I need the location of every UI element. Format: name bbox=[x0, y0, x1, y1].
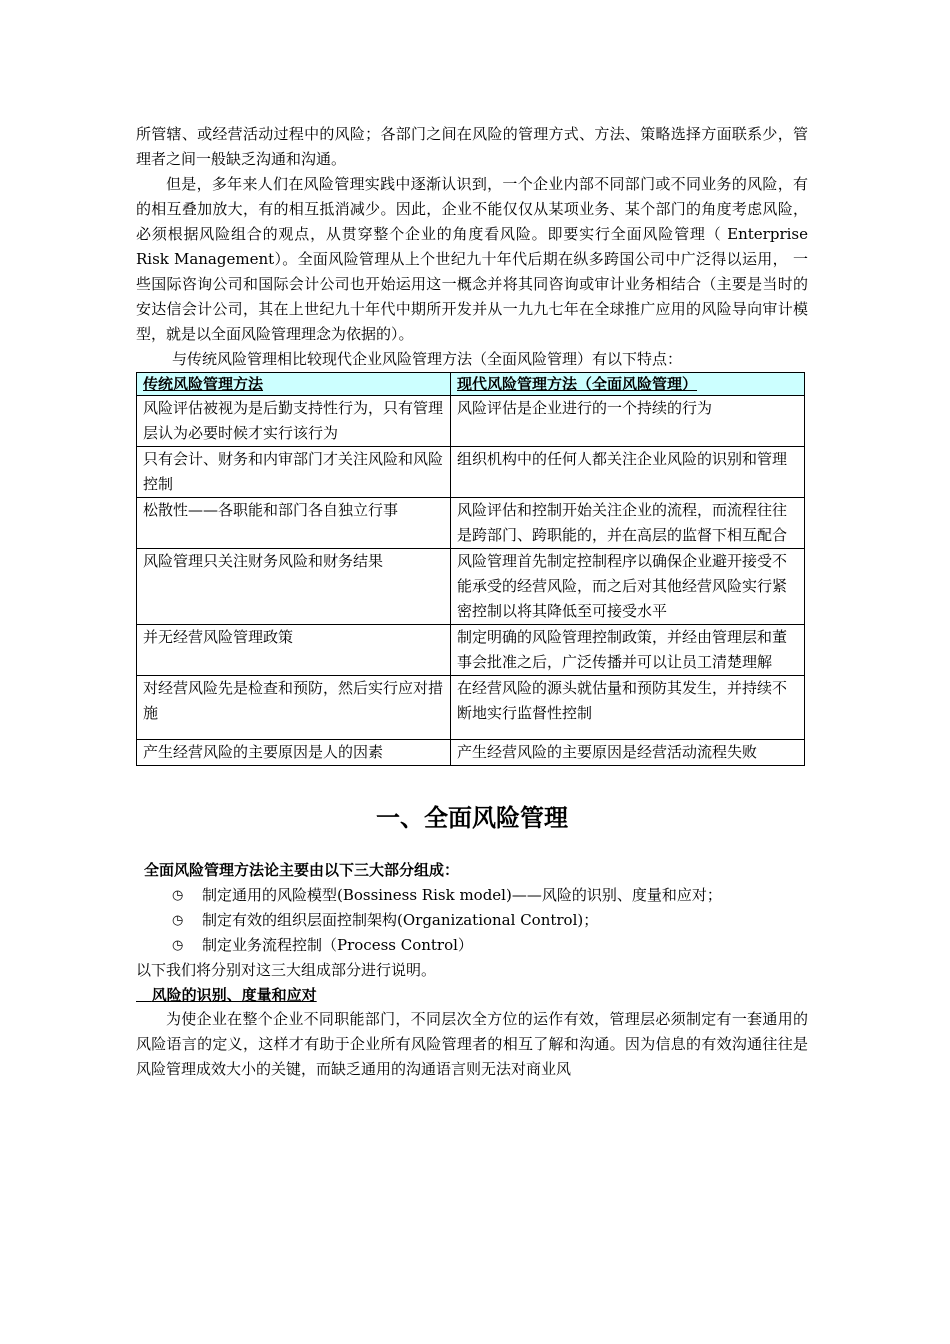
list-item-text: 制定通用的风险模型(Bossiness Risk model)——风险的识别、度量和应对； bbox=[202, 886, 722, 904]
list-item-text: 制定有效的组织层面控制架构(Organizational Control)； bbox=[202, 911, 599, 929]
list-item bbox=[136, 883, 808, 908]
table-header-row bbox=[137, 373, 805, 396]
traditional-cell: 只有会计、财务和内审部门才关注风险和风险控制 bbox=[137, 447, 451, 498]
traditional-cell: 产生经营风险的主要原因是人的因素 bbox=[137, 740, 451, 766]
traditional-cell: 风险评估被视为是后勤支持性行为，只有管理层认为必要时候才实行该行为 bbox=[137, 396, 451, 447]
component-list bbox=[136, 883, 808, 958]
clock-bullet-icon: ◷ bbox=[172, 888, 184, 903]
document-page bbox=[136, 122, 808, 1082]
modern-cell: 风险管理首先制定控制程序以确保企业避开接受不能承受的经营风险，而之后对其他经营风险实行紧密控制以将其降低至可接受水平 bbox=[451, 549, 805, 625]
table-row bbox=[137, 396, 805, 447]
clock-bullet-icon: ◷ bbox=[172, 938, 184, 953]
table-row bbox=[137, 676, 805, 740]
subsection-heading-text: 风险的识别、度量和应对 bbox=[151, 986, 317, 1004]
modern-cell: 制定明确的风险管理控制政策，并经由管理层和董事会批准之后，广泛传播并可以让员工清楚理解 bbox=[451, 625, 805, 676]
section-intro-text: 以下我们将分别对这三大组成部分进行说明。 bbox=[136, 961, 437, 979]
modern-cell: 风险评估和控制开始关注企业的流程，而流程往往是跨部门、跨职能的，并在高层的监督下相互配合 bbox=[451, 498, 805, 549]
subsection-heading bbox=[136, 983, 808, 1007]
table-row bbox=[137, 549, 805, 625]
section-subtitle: 全面风险管理方法论主要由以下三大部分组成： bbox=[144, 861, 460, 879]
traditional-cell: 对经营风险先是检查和预防，然后实行应对措施 bbox=[137, 676, 451, 740]
table-lead-text: 与传统风险管理相比较现代企业风险管理方法（全面风险管理）有以下特点： bbox=[172, 350, 683, 368]
clock-bullet-icon: ◷ bbox=[172, 913, 184, 928]
header-traditional: 传统风险管理方法 bbox=[137, 373, 451, 396]
intro-paragraph-2: 但是，多年来人们在风险管理实践中逐渐认识到，一个企业内部不同部门或不同业务的风险，有的相互叠加放大，有的相互抵消减少。因此，企业不能仅仅从某项业务、某个部门的角度考虑风险，必须根据风险组合的观点，从贯穿整个企业的角度看风险。即要实行全面风险管理（ Enterprise Risk Management）。全面风险管理从上个世纪九十年代后期在纵多跨国公司中广泛得以运用， 一些国际咨询公司和国际会计公司也开始运用这一概念并将其同咨询或审计业务相结合（主要是当时的安达信会计公司，其在上世纪九十年代中期所开发并从一九九七年在全球推广应用的风险导向审计模型，就是以全面风险管理理念为依据的）。 bbox=[136, 175, 808, 343]
section-title: 一、全面风险管理 bbox=[376, 804, 568, 832]
traditional-cell: 并无经营风险管理政策 bbox=[137, 625, 451, 676]
list-item bbox=[136, 908, 808, 933]
intro-paragraph-1: 所管辖、或经营活动过程中的风险；各部门之间在风险的管理方式、方法、策略选择方面联系少，管理者之间一般缺乏沟通和沟通。 bbox=[136, 125, 808, 168]
modern-cell: 组织机构中的任何人都关注企业风险的识别和管理 bbox=[451, 447, 805, 498]
table-row bbox=[137, 625, 805, 676]
table-row bbox=[137, 498, 805, 549]
subsection-body: 为使企业在整个企业不同职能部门，不同层次全方位的运作有效，管理层必须制定有一套通用的风险语言的定义，这样才有助于企业所有风险管理者的相互了解和沟通。因为信息的有效沟通往往是风险管理成效大小的关键，而缺乏通用的沟通语言则无法对商业风 bbox=[136, 1010, 808, 1078]
list-item bbox=[136, 933, 808, 958]
table-row bbox=[137, 447, 805, 498]
table-row bbox=[137, 740, 805, 766]
comparison-table bbox=[136, 372, 805, 766]
header-modern: 现代风险管理方法（全面风险管理） bbox=[451, 373, 805, 396]
modern-cell: 在经营风险的源头就估量和预防其发生，并持续不断地实行监督性控制 bbox=[451, 676, 805, 740]
list-item-text: 制定业务流程控制（Process Control） bbox=[202, 936, 473, 954]
traditional-cell: 松散性——各职能和部门各自独立行事 bbox=[137, 498, 451, 549]
modern-cell: 产生经营风险的主要原因是经营活动流程失败 bbox=[451, 740, 805, 766]
traditional-cell: 风险管理只关注财务风险和财务结果 bbox=[137, 549, 451, 625]
modern-cell: 风险评估是企业进行的一个持续的行为 bbox=[451, 396, 805, 447]
